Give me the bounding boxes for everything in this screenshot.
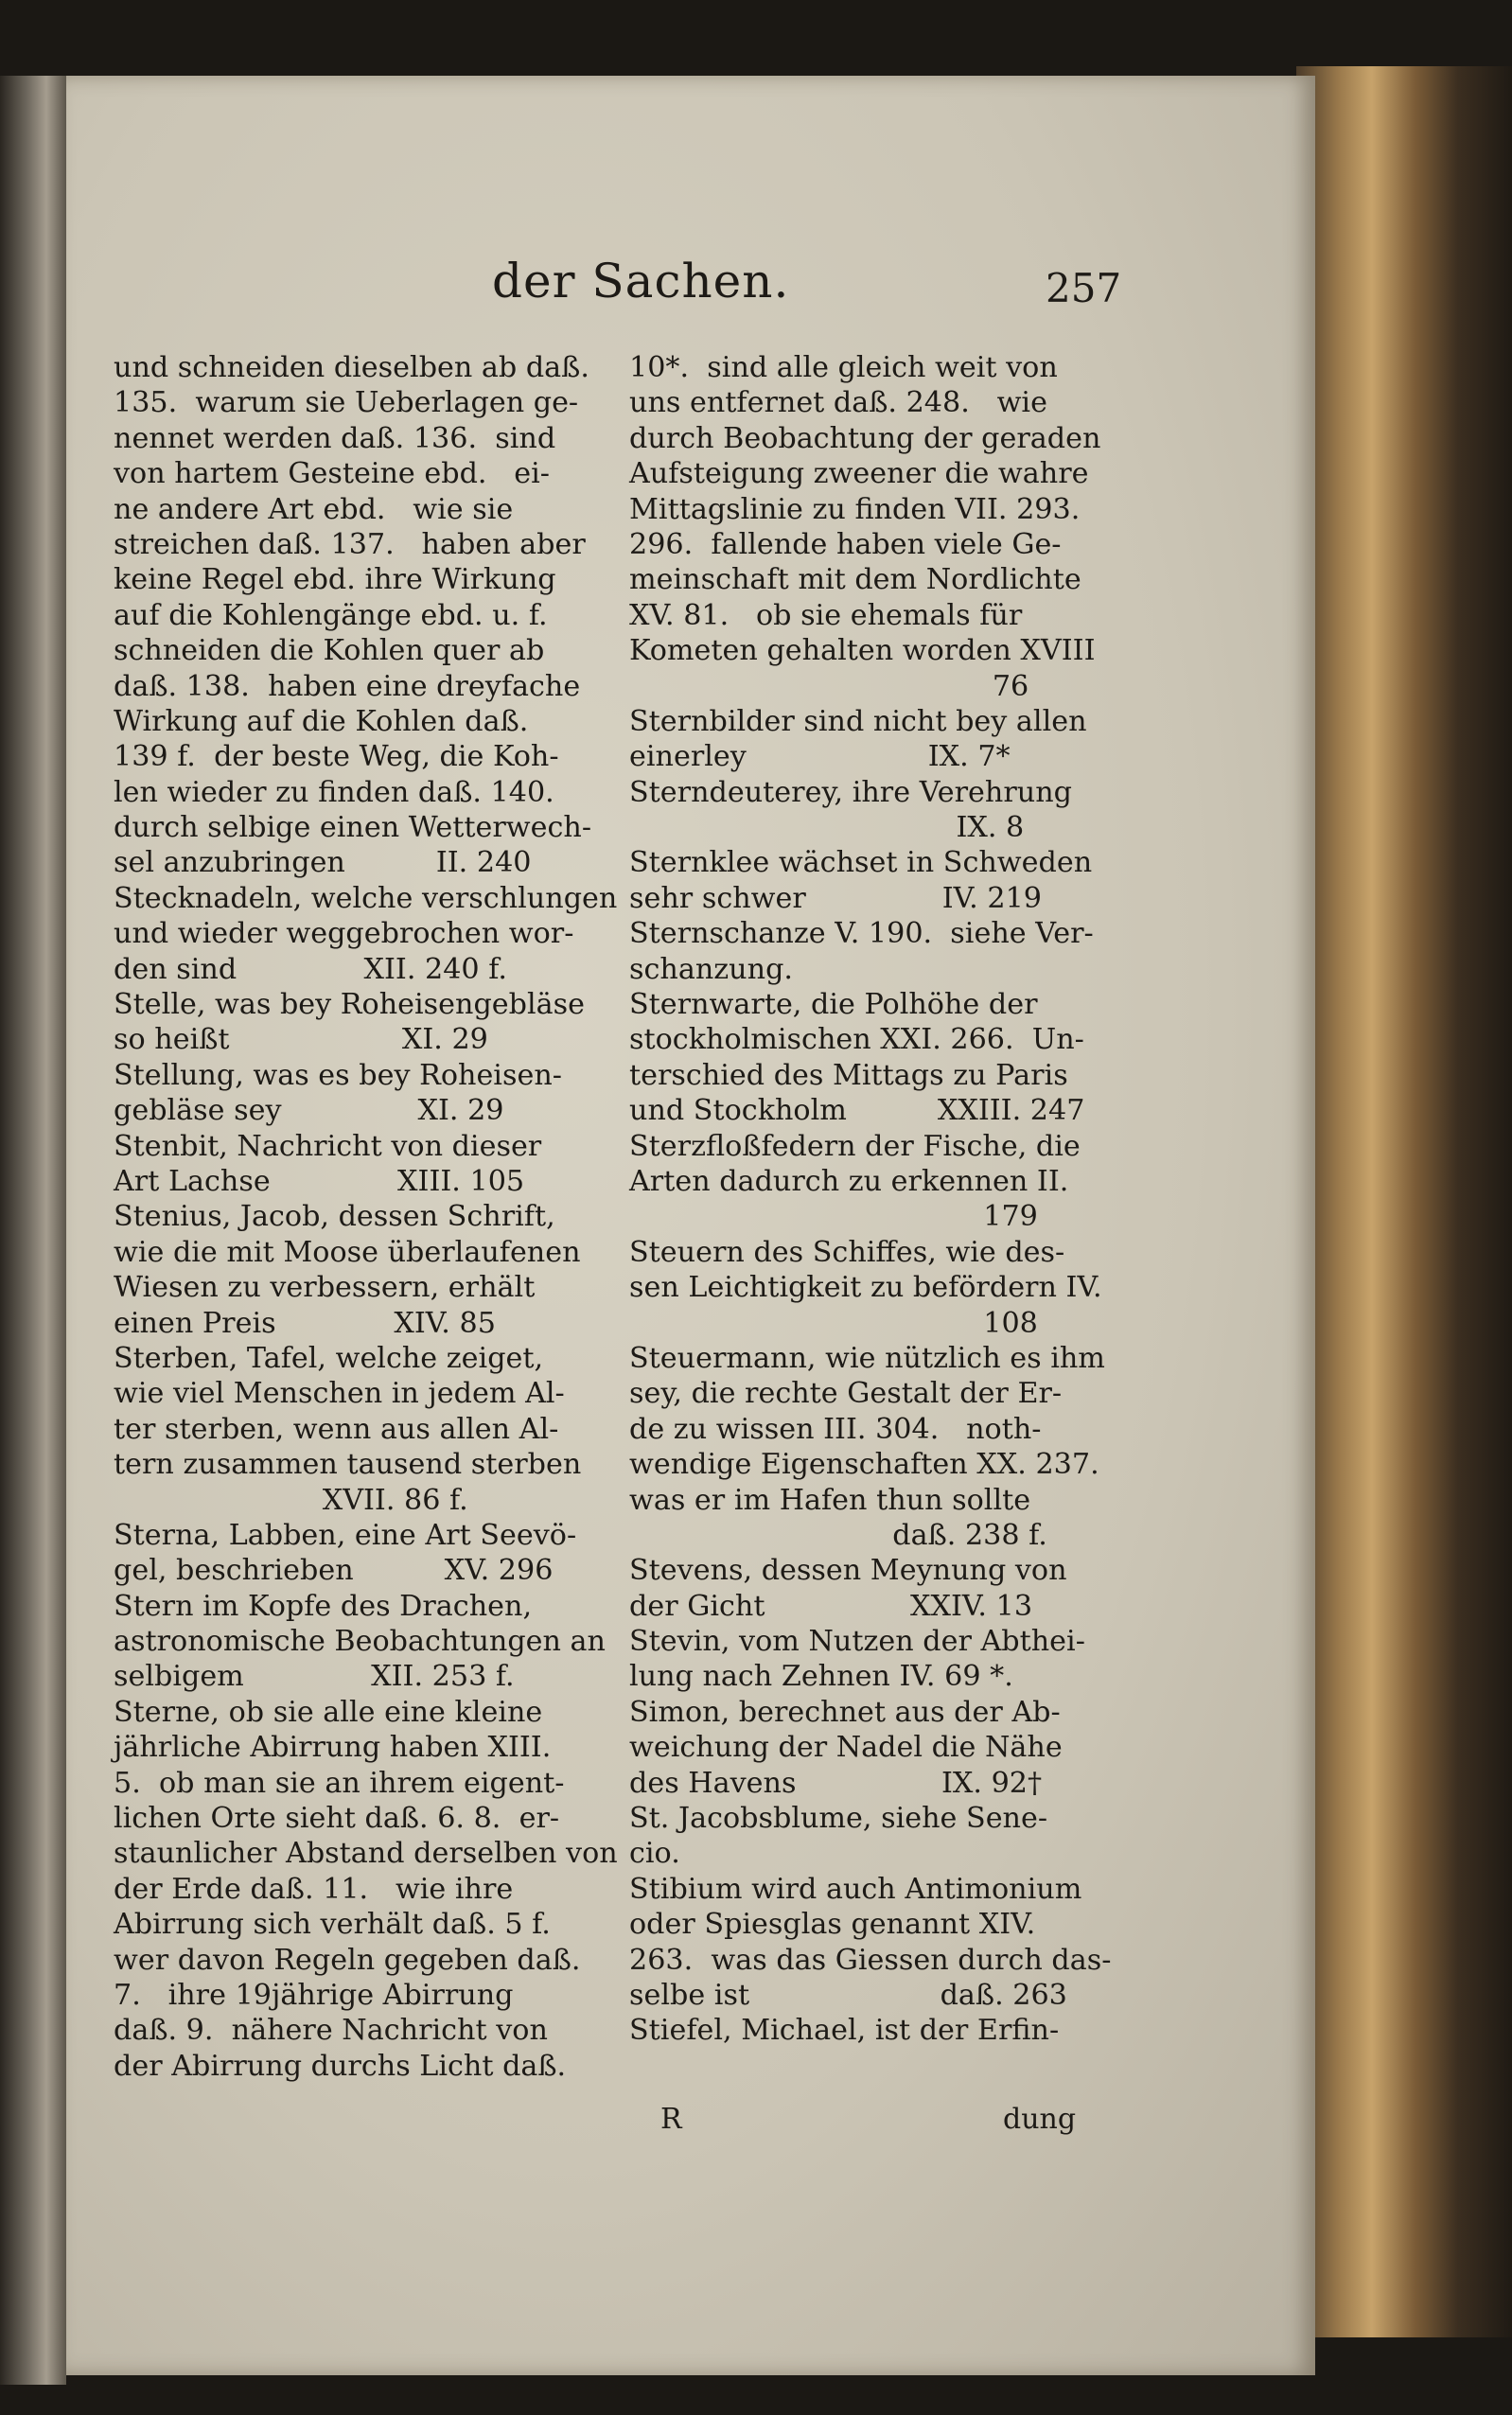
index-line: de zu wissen III. 304. noth- [629,1412,1042,1446]
index-line: von hartem Gesteine ebd. ei- [114,457,550,491]
index-line: ter sterben, wenn aus allen Al- [114,1412,559,1446]
index-line: Wiesen zu verbessern, erhält [114,1271,536,1305]
index-line: der Abirrung durchs Licht daß. [114,2049,567,2083]
index-line: tern zusammen tausend sterben [114,1448,582,1482]
index-line: Sterna, Labben, eine Art Seevö- [114,1518,577,1552]
index-line: Art Lachse XIII. 105 [114,1164,525,1198]
index-line: XV. 81. ob sie ehemals für [629,598,1023,632]
index-line: astronomische Beobachtungen an [114,1625,606,1659]
signature-mark: R [660,2103,682,2136]
index-line: Stiefel, Michael, ist der Erfin- [629,2014,1060,2048]
index-line: gel, beschrieben XV. 296 [114,1554,554,1588]
index-line: Sternbilder sind nicht bey allen [629,704,1087,738]
index-line: daß. 238 f. [629,1518,1047,1552]
index-line: der Erde daß. 11. wie ihre [114,1872,514,1906]
index-line: wendige Eigenschaften XX. 237. [629,1448,1099,1482]
index-line: meinschaft mit dem Nordlichte [629,563,1081,597]
index-line: cio. [629,1837,680,1871]
index-line: 179 [629,1200,1038,1234]
index-line: Stellung, was es bey Roheisen- [114,1058,562,1092]
index-line: Stenius, Jacob, dessen Schrift, [114,1200,555,1234]
index-line: 5. ob man sie an ihrem eigent- [114,1766,565,1800]
index-line: terschied des Mittags zu Paris [629,1058,1068,1092]
index-line: Sterzfloßfedern der Fische, die [629,1129,1081,1163]
index-line: durch selbige einen Wetterwech- [114,811,592,845]
index-line: ne andere Art ebd. wie sie [114,492,514,526]
page-number: 257 [1046,265,1122,311]
index-line: sen Leichtigkeit zu befördern IV. [629,1271,1102,1305]
index-line: St. Jacobsblume, siehe Sene- [629,1802,1048,1836]
index-line: lung nach Zehnen IV. 69 *. [629,1660,1013,1694]
index-line: so heißt XI. 29 [114,1023,488,1057]
index-line: Stevin, vom Nutzen der Abthei- [629,1625,1085,1659]
index-line: Mittagslinie zu finden VII. 293. [629,492,1081,526]
index-line: Kometen gehalten worden XVIII [629,634,1096,668]
index-line: 76 [629,669,1029,703]
left-index-column [114,350,618,2084]
index-line: Steuermann, wie nützlich es ihm [629,1341,1105,1375]
index-line: sey, die rechte Gestalt der Er- [629,1377,1063,1411]
index-line: wie die mit Moose überlaufenen [114,1235,581,1269]
index-line: Wirkung auf die Kohlen daß. [114,704,529,738]
index-line: sehr schwer IV. 219 [629,881,1042,915]
index-line: des Havens IX. 92† [629,1766,1043,1800]
index-line: der Gicht XXIV. 13 [629,1589,1033,1623]
index-line: 7. ihre 19jährige Abirrung [114,1978,514,2012]
index-line: lichen Orte sieht daß. 6. 8. er- [114,1802,560,1836]
index-line: jährliche Abirrung haben XIII. [114,1731,552,1765]
index-line: Stevens, dessen Meynung von [629,1554,1067,1588]
index-line: Steuern des Schiffes, wie des- [629,1235,1065,1269]
index-line: wer davon Regeln gegeben daß. [114,1943,581,1977]
index-line: Aufsteigung zweener die wahre [629,457,1089,491]
index-line: Sterndeuterey, ihre Verehrung [629,775,1072,809]
index-line: Stelle, was bey Roheisengebläse [114,988,585,1022]
index-line: 10*. sind alle gleich weit von [629,351,1058,384]
index-line: auf die Kohlengänge ebd. u. f. [114,598,548,632]
index-line: 139 f. der beste Weg, die Koh- [114,740,559,774]
index-line: was er im Hafen thun sollte [629,1483,1031,1517]
index-line: 135. warum sie Ueberlagen ge- [114,386,579,420]
index-line: daß. 9. nähere Nachricht von [114,2014,548,2048]
index-line: 296. fallende haben viele Ge- [629,527,1062,561]
index-line: den sind XII. 240 f. [114,952,507,986]
index-line: sel anzubringen II. 240 [114,846,532,880]
index-line: staunlicher Abstand derselben von [114,1837,618,1871]
index-line: streichen daß. 137. haben aber [114,527,586,561]
index-line [629,2049,1131,2084]
index-line: und Stockholm XXIII. 247 [629,1094,1085,1128]
index-line: Stern im Kopfe des Drachen, [114,1589,533,1623]
index-line: nennet werden daß. 136. sind [114,421,556,455]
index-line: 108 [629,1306,1038,1340]
index-line: Sternwarte, die Polhöhe der [629,988,1038,1022]
index-line: Sterne, ob sie alle eine kleine [114,1695,543,1729]
index-line: einerley IX. 7* [629,740,1011,774]
index-line: und schneiden dieselben ab daß. [114,351,589,384]
index-line: schanzung. [629,952,793,986]
index-line: IX. 8 [629,811,1025,845]
index-line: Sternschanze V. 190. siehe Ver- [629,917,1094,951]
index-line: wie viel Menschen in jedem Al- [114,1377,565,1411]
catchword: dung [1003,2103,1077,2136]
adjacent-page-edge [0,76,66,2385]
index-line: weichung der Nadel die Nähe [629,1731,1063,1765]
index-line: Sterben, Tafel, welche zeiget, [114,1341,544,1375]
index-line: 263. was das Giessen durch das- [629,1943,1112,1977]
index-line: selbe ist daß. 263 [629,1978,1067,2012]
index-line: schneiden die Kohlen quer ab [114,634,545,668]
index-line: durch Beobachtung der geraden [629,421,1101,455]
index-line: gebläse sey XI. 29 [114,1094,504,1128]
index-line: stockholmischen XXI. 266. Un- [629,1023,1084,1057]
index-line: Sternklee wächset in Schweden [629,846,1093,880]
index-line: und wieder weggebrochen wor- [114,917,574,951]
book-spine [1296,66,1512,2337]
index-line: einen Preis XIV. 85 [114,1306,496,1340]
index-line: Stibium wird auch Antimonium [629,1872,1082,1906]
index-line: Arten dadurch zu erkennen II. [629,1164,1069,1198]
index-line: daß. 138. haben eine dreyfache [114,669,581,703]
index-line: uns entfernet daß. 248. wie [629,386,1047,420]
index-line: oder Spiesglas genannt XIV. [629,1908,1036,1942]
index-line: Stecknadeln, welche verschlungen [114,881,618,915]
running-head: der Sachen. [492,254,790,308]
index-line: len wieder zu finden daß. 140. [114,775,554,809]
index-line: Abirrung sich verhält daß. 5 f. [114,1908,551,1942]
right-index-column [629,350,1131,2084]
index-line: keine Regel ebd. ihre Wirkung [114,563,556,597]
index-line: Simon, berechnet aus der Ab- [629,1695,1061,1729]
index-line: XVII. 86 f. [114,1483,468,1517]
index-line: Stenbit, Nachricht von dieser [114,1129,542,1163]
index-line: selbigem XII. 253 f. [114,1660,515,1694]
